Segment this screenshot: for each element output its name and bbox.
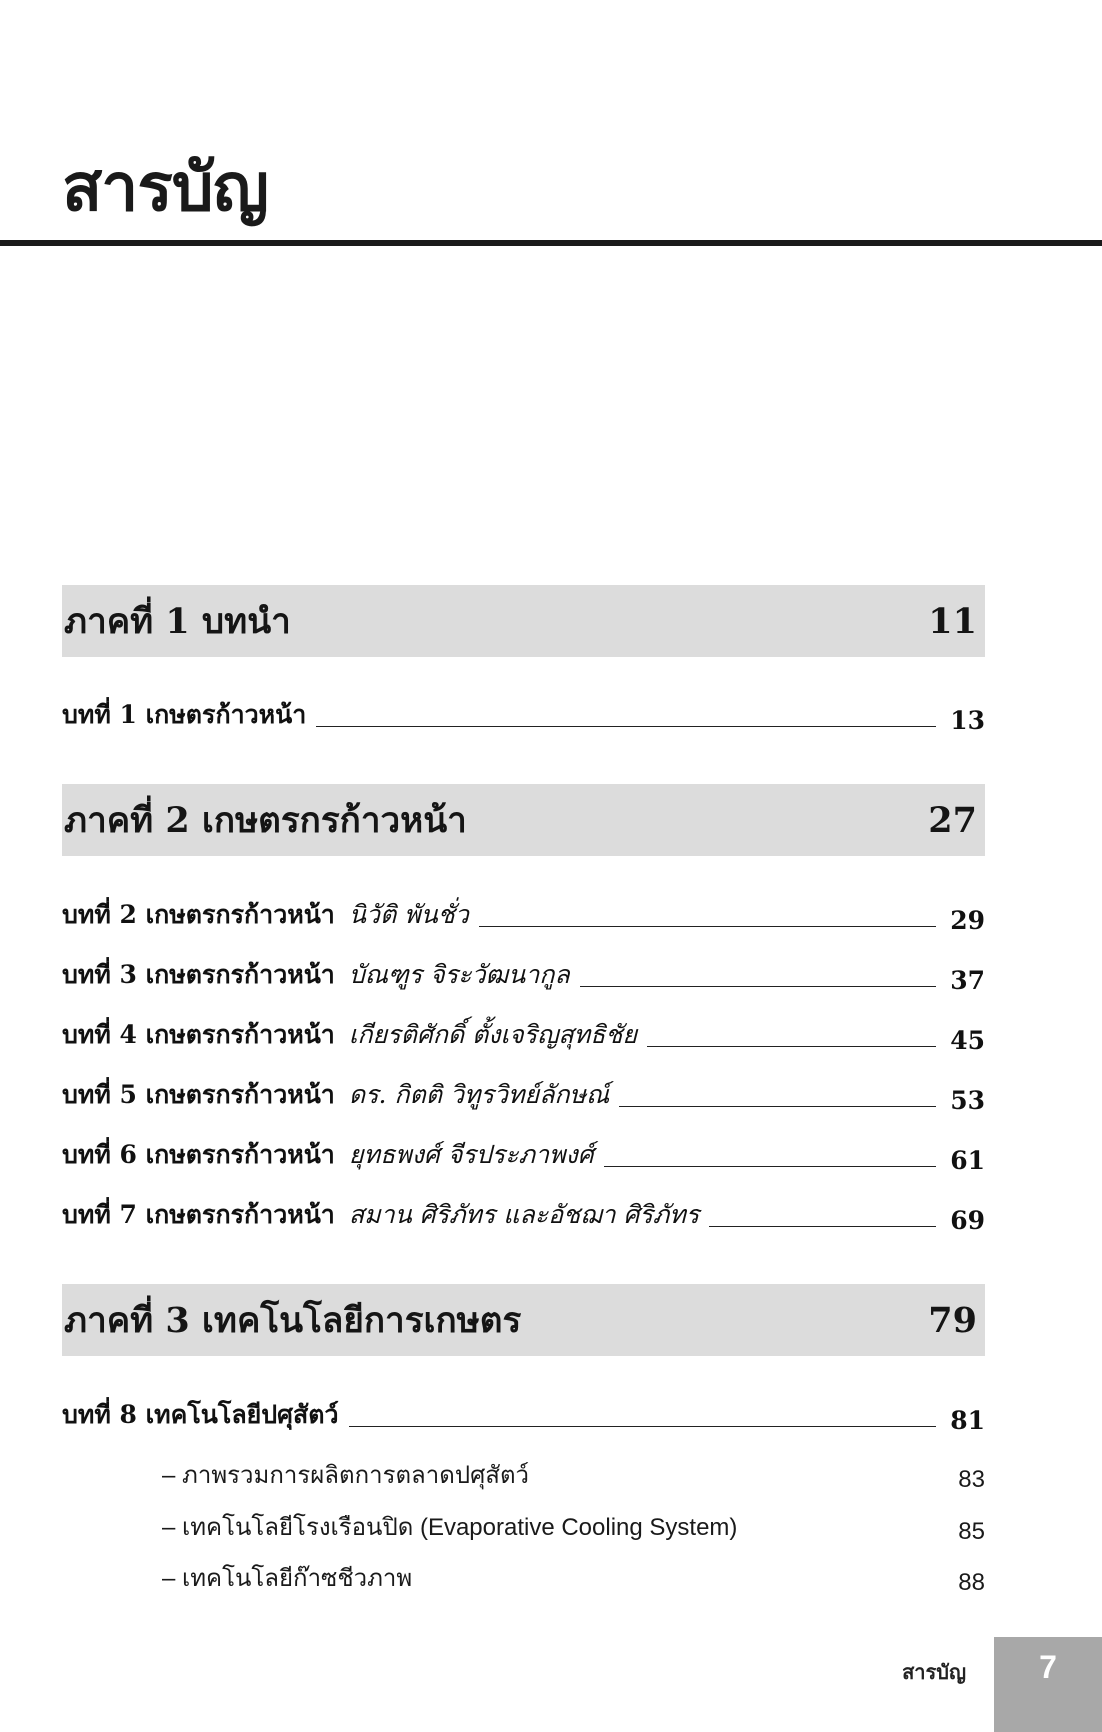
part-header-3 [62, 1284, 985, 1356]
toc-subsection [162, 1454, 985, 1494]
subsection-page-number: 83 [958, 1466, 985, 1493]
chapter-page-number: 45 [950, 1026, 985, 1055]
chapter-page-number: 53 [950, 1086, 985, 1115]
toc-entry-chapter-7 [62, 1195, 985, 1235]
part-header-1 [62, 585, 985, 657]
toc-subsection [162, 1506, 985, 1546]
running-title: สารบัญ [902, 1660, 966, 1684]
chapter-label: บทที่ 1 เกษตรก้าวหน้า [62, 700, 307, 729]
chapter-page-number: 37 [950, 966, 985, 995]
chapter-author: ดร. กิตติ วิทูรวิทย์ลักษณ์ [348, 1080, 610, 1109]
page-number-tab [994, 1637, 1102, 1732]
toc-entry-chapter-2 [62, 895, 985, 935]
toc-entry-chapter-4 [62, 1015, 985, 1055]
chapter-label: บทที่ 5 เกษตรกรก้าวหน้า [62, 1080, 335, 1109]
chapter-label: บทที่ 7 เกษตรกรก้าวหน้า [62, 1200, 335, 1229]
dot-leader [316, 725, 936, 727]
chapter-label: บทที่ 4 เกษตรกรก้าวหน้า [62, 1020, 335, 1049]
chapter-label: บทที่ 2 เกษตรกรก้าวหน้า [62, 900, 335, 929]
part-title: ภาคที่ 3 เทคโนโลยีการเกษตร [64, 1299, 522, 1341]
chapter-author: ยุทธพงศ์ จีรประภาพงศ์ [348, 1140, 594, 1169]
title-divider [0, 240, 1102, 246]
toc-subsection [162, 1557, 985, 1597]
chapter-label: บทที่ 8 เทคโนโลยีปศุสัตว์ [62, 1400, 339, 1429]
page-title: สารบัญ [62, 149, 268, 226]
toc-entry-chapter-8 [62, 1395, 985, 1435]
part-title: ภาคที่ 1 บทนำ [64, 600, 291, 642]
page-number: 7 [1039, 1649, 1057, 1685]
part-page-number: 27 [928, 799, 977, 841]
dot-leader [619, 1105, 936, 1107]
chapter-page-number: 61 [950, 1146, 985, 1175]
chapter-label: บทที่ 3 เกษตรกรก้าวหน้า [62, 960, 335, 989]
part-page-number: 79 [928, 1299, 977, 1341]
toc-entry-chapter-6 [62, 1135, 985, 1175]
toc-entry-chapter-1 [62, 695, 985, 735]
dot-leader [349, 1425, 937, 1427]
chapter-page-number: 81 [950, 1406, 985, 1435]
part-page-number: 11 [928, 600, 977, 642]
chapter-page-number: 69 [950, 1206, 985, 1235]
subsection-page-number: 85 [958, 1518, 985, 1545]
dot-leader [580, 985, 936, 987]
toc-entry-chapter-3 [62, 955, 985, 995]
toc-entry-chapter-5 [62, 1075, 985, 1115]
subsection-label: – เทคโนโลยีโรงเรือนปิด (Evaporative Cooling System) [162, 1514, 738, 1541]
subsection-label: – ภาพรวมการผลิตการตลาดปศุสัตว์ [162, 1462, 530, 1489]
part-header-2 [62, 784, 985, 856]
subsection-label: – เทคโนโลยีก๊าซชีวภาพ [162, 1565, 413, 1592]
dot-leader [479, 925, 936, 927]
dot-leader [604, 1165, 937, 1167]
dot-leader [709, 1225, 936, 1227]
chapter-author: เกียรติศักดิ์ ตั้งเจริญสุทธิชัย [348, 1020, 638, 1049]
chapter-author: นิวัติ พันชั่ว [348, 900, 469, 929]
chapter-author: สมาน ศิริภัทร และอัชฌา ศิริภัทร [348, 1200, 700, 1229]
part-title: ภาคที่ 2 เกษตรกรก้าวหน้า [64, 799, 467, 841]
chapter-label: บทที่ 6 เกษตรกรก้าวหน้า [62, 1140, 335, 1169]
chapter-page-number: 29 [950, 906, 985, 935]
chapter-page-number: 13 [950, 706, 985, 735]
subsection-page-number: 88 [958, 1569, 985, 1596]
dot-leader [647, 1045, 936, 1047]
chapter-author: บัณฑูร จิระวัฒนากูล [348, 960, 570, 989]
